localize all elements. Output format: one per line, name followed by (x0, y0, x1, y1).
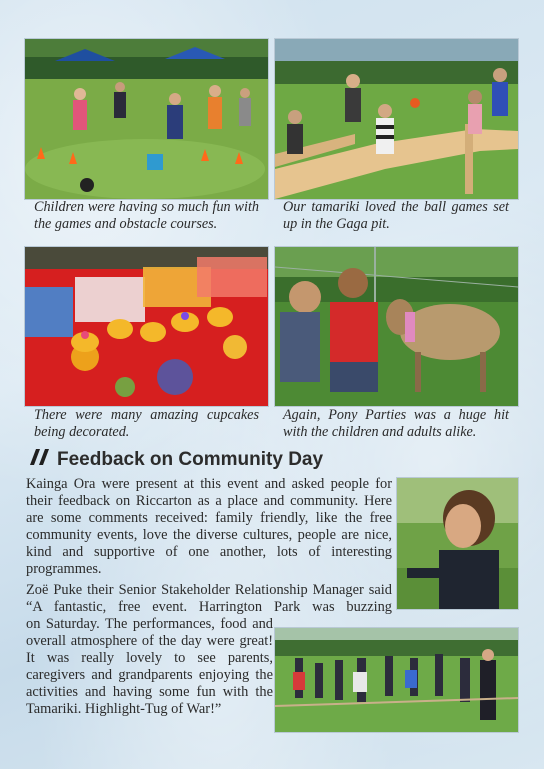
double-slash-icon (30, 449, 50, 471)
feedback-paragraph-2-narrow: on Saturday. The performances, food and overall atmosphere of the day were great! It was really lovely to see parents, caregivers and grandparents enjoying the activities and having some fun with the Tamariki. Highlight-Tug of War!” (26, 616, 273, 718)
feedback-paragraph-2-wide: Zoë Puke their Senior Stakeholder Relationship Manager said “A fantastic, free event. Harrington Park was buzzing (26, 582, 392, 616)
tug-of-war-photo (274, 627, 519, 733)
pony-parties-photo (274, 246, 519, 407)
caption-cupcakes: There were many amazing cupcakes being decorated. (34, 407, 259, 440)
obstacle-course-photo (24, 38, 269, 200)
feedback-paragraph-1: Kainga Ora were present at this event and asked people for their feedback on Riccarton as a place and community. Here are some comments received: family friendly, like the free community events, love the diverse cultures, people are nice, kind and supportive of one another, lots of interesting programmes. (26, 476, 392, 578)
caption-obstacle: Children were having so much fun with the games and obstacle courses. (34, 199, 259, 232)
feedback-heading-text: Feedback on Community Day (57, 449, 324, 470)
caption-pony: Again, Pony Parties was a huge hit with the children and adults alike. (283, 407, 509, 440)
zoe-puke-photo (396, 477, 519, 610)
caption-gaga: Our tamariki loved the ball games set up in the Gaga pit. (283, 199, 509, 232)
feedback-heading (30, 449, 323, 471)
gaga-pit-photo (274, 38, 519, 200)
cupcakes-photo (24, 246, 269, 407)
